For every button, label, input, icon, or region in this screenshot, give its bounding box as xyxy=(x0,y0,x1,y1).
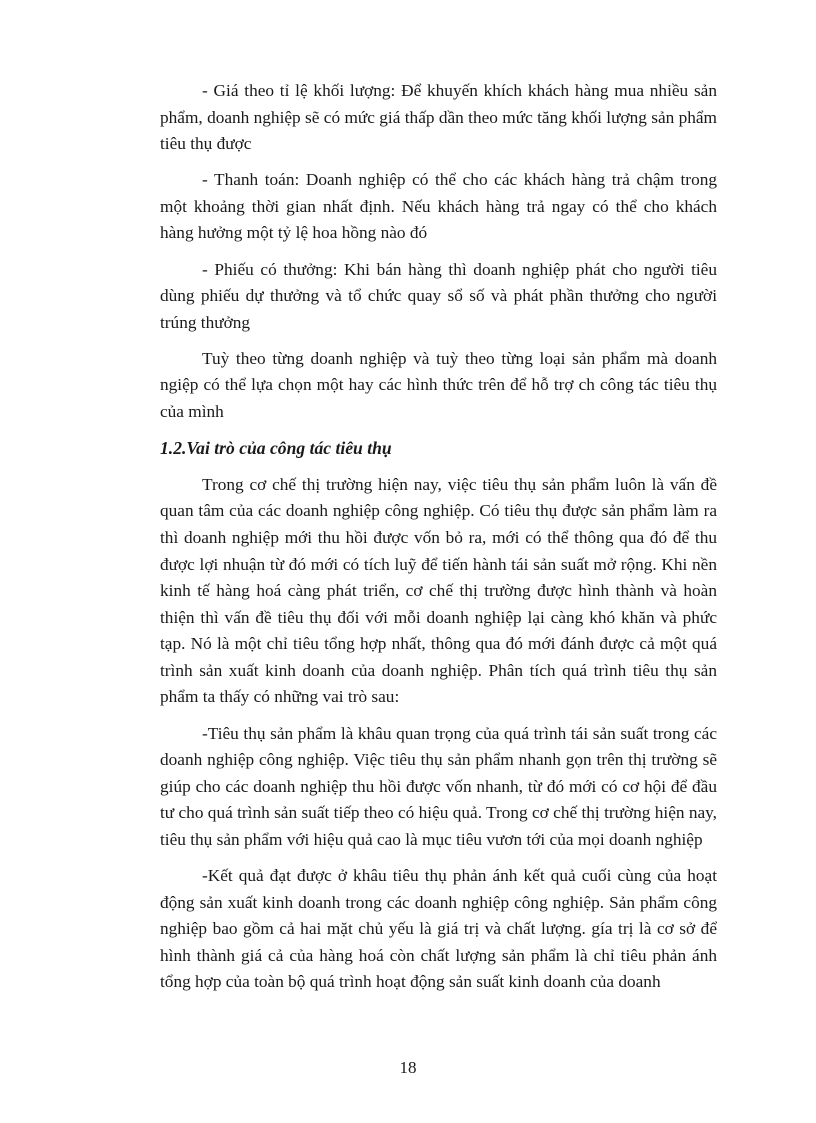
section-heading: 1.2.Vai trò của công tác tiêu thụ xyxy=(160,438,392,459)
paragraph-volume-price: - Giá theo tỉ lệ khối lượng: Để khuyến khích khách hàng mua nhiều sản phẩm, doanh nghiệp sẽ có mức giá thấp dần theo mức tăng khối lượng sản phẩm tiêu thụ được xyxy=(160,81,717,154)
paragraph-results: -Kết quả đạt được ở khâu tiêu thụ phản ánh kết quả cuối cùng của hoạt động sản xuất kinh doanh trong các doanh nghiệp công nghiệp. Sản phẩm công nghiệp bao gồm cả hai mặt chủ yếu là giá trị và chất lượng. gía trị là cơ sở để hình thành giá cả của hàng hoá còn chất lượng sản phẩm là chỉ tiêu phản ánh tổng hợp của toàn bộ quá trình hoạt động sản suất kinh doanh của doanh xyxy=(160,866,717,992)
page-number: 18 xyxy=(399,1058,417,1077)
paragraph-market-mechanism: Trong cơ chế thị trường hiện nay, việc tiêu thụ sản phẩm luôn là vấn đề quan tâm của các doanh nghiệp công nghiệp. Có tiêu thụ được sản phẩm làm ra thì doanh nghiệp mới thu hồi được vốn bỏ ra, mới có thể thông qua đó để thu được lợi nhuận từ đó mới có tích luỹ để tiến hành tái sản suất mở rộng. Khi nền kinh tế hàng hoá càng phát triển, cơ chế thị trường được hình thành và hoàn thiện thì vấn đề tiêu thụ đối với mỗi doanh nghiệp lại càng khó khăn và phức tạp. Nó là một chỉ tiêu tổng hợp nhất, thông qua đó mới đánh được cả một quá trình sản xuất kinh doanh của doanh nghiệp. Phân tích quá trình tiêu thụ sản phẩm ta thấy có những vai trò sau: xyxy=(160,474,717,707)
paragraph-choice: Tuỳ theo từng doanh nghiệp và tuỳ theo từng loại sản phẩm mà doanh ngiệp có thể lựa chọn một hay các hình thức trên để hỗ trợ ch công tác tiêu thụ của mình xyxy=(160,348,717,422)
paragraph-payment: - Thanh toán: Doanh nghiệp có thể cho các khách hàng trả chậm trong một khoảng thời gian nhất định. Nếu khách hàng trả ngay có thể cho khách hàng hưởng một tỷ lệ hoa hồng nào đó xyxy=(160,170,717,243)
paragraph-reproduction: -Tiêu thụ sản phẩm là khâu quan trọng của quá trình tái sản suất trong các doanh nghiệp công nghiệp. Việc tiêu thụ sản phẩm nhanh gọn trên thị trường sẽ giúp cho các doanh nghiệp thu hồi được vốn nhanh, từ đó mới có cơ hội để đầu tư cho quá trình sản suất tiếp theo có hiệu quả. Trong cơ chế thị trường hiện nay, tiêu thụ sản phẩm với hiệu quả cao là mục tiêu vươn tới của mọi doanh nghiệp xyxy=(160,723,717,849)
document-page xyxy=(160,78,717,1006)
paragraph-prize-coupon: - Phiếu có thưởng: Khi bán hàng thì doanh nghiệp phát cho người tiêu dùng phiếu dự thưởng và tổ chức quay sổ số và phát phần thưởng cho người trúng thưởng xyxy=(160,259,717,332)
